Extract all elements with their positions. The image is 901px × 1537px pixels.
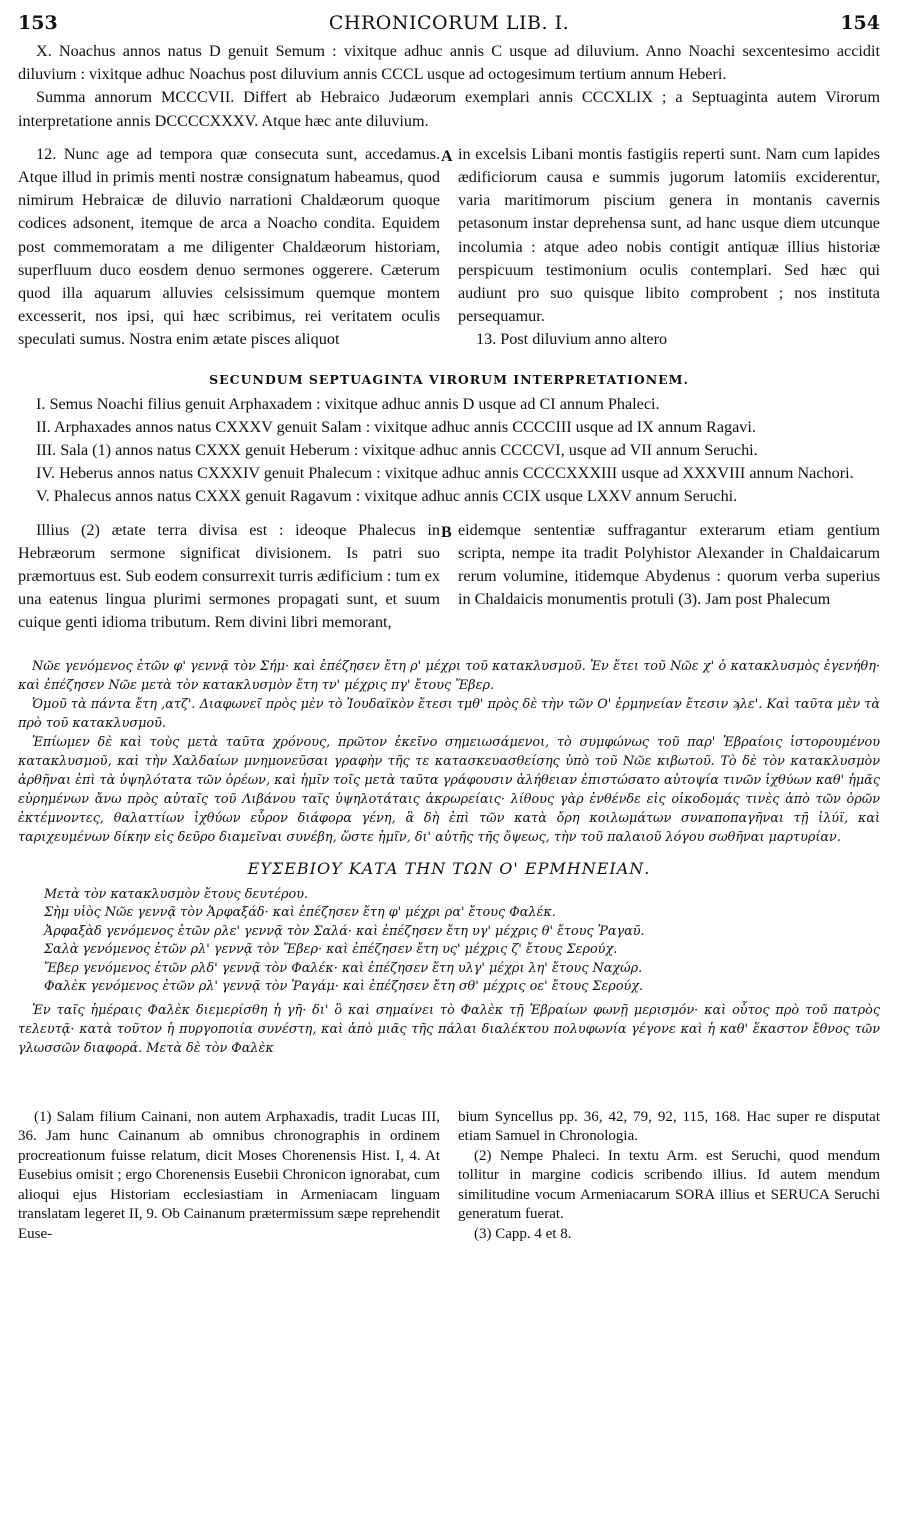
generation-entry: II. Arphaxades annos natus CXXXV genuit Salam : vixitque adhuc annis CCCCIII usque ad IX annum Ragavi. bbox=[36, 417, 756, 436]
paragraph: in excelsis Libani montis fastigiis reperti sunt. Nam cum lapides ædificiorum causa e summis jugorum latomiis exciderentur, varia maritimorum piscium genera in montanis cavernis petasonum instar deprehensa sunt, ad hanc usque diem utcunque incolumia : atque adeo nobis contigit antiquæ illius historiæ perspicuum testimonium oculis contemplari. Sed hæc qui audiunt pro suo quisque libito comprobent ; nos instituta persequamur. bbox=[458, 144, 880, 326]
page-number-right: 154 bbox=[840, 12, 880, 34]
generation-entry: V. Phalecus annos natus CXXX genuit Ragavum : vixitque adhuc annis CCIX usque LXXV annum Seruchi. bbox=[36, 487, 738, 506]
footnotes-left-column bbox=[18, 1108, 440, 1245]
column-marker-b: B bbox=[441, 523, 452, 541]
greek-text-block bbox=[18, 657, 880, 847]
paragraph: Illius (2) ætate terra divisa est : ideoque Phalecus in Hebræorum sermone significat divisionem. Is patri suo præmortuus est. Sub eodem consurrexit turris ædificium : tum ex una eatenus lingua plurimi sermones propagati sunt, et suum cuique genti idioma tributum. Rem divini libri memorant, bbox=[18, 520, 440, 632]
footnote: bium Syncellus pp. 36, 42, 79, 92, 115, 168. Hac super re disputat etiam Samuel in Chronologia. bbox=[458, 1108, 880, 1145]
running-title: CHRONICORUM LIB. I. bbox=[328, 12, 570, 34]
two-column-section-b bbox=[18, 519, 880, 635]
right-column bbox=[458, 519, 880, 635]
greek-list-item: Σὴμ υἱὸς Νῶε γεννᾷ τὸν Ἀρφαξάδ· καὶ ἐπέζησεν ἔτη φ' μέχρι ρα' ἔτους Φαλέκ. bbox=[44, 905, 556, 921]
greek-paragraph: Ἐπίωμεν δὲ καὶ τοὺς μετὰ ταῦτα χρόνους, πρῶτον ἐκεῖνο σημειωσάμενοι, τὸ συμφώνως τοῦ παρ' Ἑβραίοις ἱστορουμένου κατακλυσμοῦ, καὶ τὴν Χαλδαίων μνημονεῦσαι γραφὴν τῆς τε κατασκευασθείσης ὑπὸ τοῦ Νῶε κιβωτοῦ. Τὸ δὲ τὸν κατακλυσμὸν ἀρθῆναι ἐπὶ τὰ ὑψηλότατα τῶν ὀρέων, καὶ ἡμῖν τοῖς μετὰ ταῦτα γράφουσιν ἀλήθειαν ἐπιστώσατο αὐτοψία τινῶν ἰχθύων καθ' ἡμᾶς εὑρημένων ἄνω πρὸς αὐταῖς τοῦ Λιβάνου ταῖς ὑψηλοτάταις ἀκρωρείαις· λίθους γὰρ ἐνθένδε εἰς οἰκοδομάς τινὲς ἀπὸ τῶν ὀρῶν ἐκτέμνοντες, θαλαττίων ἰχθύων εὗρον διάφορα γένη, ἃ δὴ ἐπὶ τῶν κατὰ ὄρη κοιλωμάτων συναποπαγῆναι τῇ ἰλύϊ, καὶ ταριχευμένων δίκην εἰς δεῦρο διαμεῖναι συνέβη, ὥστε ἡμῖν, δι' αὐτῆς τῆς ὄψεως, τὴν τοῦ παλαιοῦ λόγου σωθῆναι μαρτυρίαν. bbox=[18, 734, 880, 845]
footnotes-right-column bbox=[458, 1108, 880, 1245]
footnotes bbox=[18, 1108, 880, 1245]
right-column bbox=[458, 143, 880, 352]
greek-list-item: Ἔβερ γενόμενος ἐτῶν ρλδ' γεννᾷ τὸν Φαλέκ· καὶ ἐπέζησεν ἔτη υλγ' μέχρι λη' ἔτους Ναχώρ. bbox=[44, 960, 643, 976]
paragraph: 12. Nunc age ad tempora quæ consecuta sunt, accedamus. Atque illud in primis menti nostræ consignatum habeamus, quod nimirum Hebraicæ de diluvio narrationi Chaldæorum quoque codices adsonent, itemque de arca a Noacho condita. Equidem post commemoratam a me diligenter Chaldæorum historiam, superfluum duco eosdem denuo sermones oggerere. Cæterum quod illa aquarum alluvies celsissimum quemque montem excesserit, nos ipsi, qui hæc scribimus, rei veritatem oculis speculati sumus. Nostra enim ætate pisces aliquot bbox=[18, 144, 440, 349]
footnote: (2) Nempe Phaleci. In textu Arm. est Seruchi, quod mendum tollitur in margine codicis scribendo illius. Id autem mendum similitudine vocum Armeniacarum SORA illius et SERUCA Seruchi generatum fuerat. bbox=[458, 1147, 880, 1223]
paragraph: eidemque sententiæ suffragantur exterarum etiam gentium scripta, nempe ita tradit Polyhistor Alexander in Chaldaicarum rerum volumine, itidemque Abydenus : quorum verba superius in Chaldaicis monumentis protuli (3). Jam post Phalecum bbox=[458, 520, 880, 609]
paragraph: 13. Post diluvium anno altero bbox=[476, 330, 668, 349]
two-column-section-a bbox=[18, 143, 880, 352]
generation-entry: III. Sala (1) annos natus CXXX genuit Heberum : vixitque adhuc annis CCCCVI, usque ad VII annum Seruchi. bbox=[36, 441, 758, 460]
generation-entry: IV. Heberus annos natus CXXXIV genuit Phalecum : vixitque adhuc annis CCCCXXXIII usque ad XXXVIII annum Nachori. bbox=[36, 464, 854, 483]
greek-paragraph: Ὁμοῦ τὰ πάντα ἔτη ,ατζ'. Διαφωνεῖ πρὸς μὲν τὸ Ἰουδαϊκὸν ἔτεσι τμθ' πρὸς δὲ τὴν τῶν Ο' ἑρμηνείαν ἔτεσιν ϡλε'. Καὶ ταῦτα μὲν τὰ πρὸ τοῦ κατακλυσμοῦ. bbox=[18, 696, 880, 731]
greek-closing-block bbox=[18, 1001, 880, 1058]
intro-paragraph: Summa annorum MCCCVII. Differt ab Hebraico Judæorum exemplari annis CCCXLIX ; a Septuaginta autem Virorum interpretatione annis DCCCCXXXV. Atque hæc ante diluvium. bbox=[18, 88, 880, 130]
greek-generations-list bbox=[44, 886, 880, 997]
footnote: (1) Salam filium Cainani, non autem Arphaxadis, tradit Lucas III, 36. Jam hunc Cainanum ab omnibus chronographis in ordinem procreationum fuisse relatum, dicit Moses Chorenensis Hist. I, 4. At Eusebius omisit ; ergo Chorenensis Eusebii Chronicon ignorabat, cum alioqui ejus Historiam ecclesiastiam in Armeniacam linguam translatam legeret II, 9. Ob Cainanum prætermissum sæpe reprehendit Euse- bbox=[18, 1108, 440, 1242]
footnote: (3) Capp. 4 et 8. bbox=[474, 1225, 572, 1242]
page bbox=[18, 8, 880, 1244]
greek-list-item: Μετὰ τὸν κατακλυσμὸν ἔτους δευτέρου. bbox=[44, 886, 309, 902]
greek-list-item: Φαλὲκ γενόμενος ἐτῶν ρλ' γεννᾷ τὸν Ῥαγάμ· καὶ ἐπέζησεν ἔτη σθ' μέχρις οε' ἔτους Σερούχ. bbox=[44, 979, 644, 995]
column-marker-a: A bbox=[441, 147, 453, 165]
left-column bbox=[18, 519, 440, 635]
page-number-left: 153 bbox=[18, 12, 58, 34]
intro-paragraph: X. Noachus annos natus D genuit Semum : vixitque adhuc annis C usque ad diluvium. Anno Noachi sexcentesimo accidit diluvium : vixitque adhuc Noachus post diluvium annis CCCL usque ad octogesimum tertium annum Heberi. bbox=[18, 42, 880, 84]
intro-block bbox=[18, 40, 880, 133]
greek-paragraph: Ἐν ταῖς ἡμέραις Φαλὲκ διεμερίσθη ἡ γῆ· δι' ὃ καὶ σημαίνει τὸ Φαλὲκ τῇ Ἑβραίων φωνῇ μερισμόν· καὶ οὗτος πρὸ τοῦ πατρὸς τελευτᾷ· κατὰ τοῦτον ἡ πυργοποιία συνέστη, καὶ ἀπὸ μιᾶς τῆς πάλαι διαλέκτου πολυφωνία γέγονε καὶ ἡ καθ' ἕκαστον ἔθνος τῶν γλωσσῶν διαφορά. Μετὰ δὲ τὸν Φαλὲκ bbox=[18, 1002, 880, 1056]
generation-entry: I. Semus Noachi filius genuit Arphaxadem : vixitque adhuc annis D usque ad CI annum Phaleci. bbox=[36, 394, 660, 413]
greek-list-item: Σαλὰ γενόμενος ἐτῶν ρλ' γεννᾷ τὸν Ἔβερ· καὶ ἐπέζησεν ἔτη υς' μέχρις ζ' ἔτους Σερούχ. bbox=[44, 942, 618, 958]
left-column bbox=[18, 143, 440, 352]
greek-list-item: Ἀρφαξὰδ γενόμενος ἐτῶν ρλε' γεννᾷ τὸν Σαλά· καὶ ἐπέζησεν ἔτη υγ' μέχρις θ' ἔτους Ῥαγαῦ. bbox=[44, 923, 645, 939]
greek-section-heading: ΕΥΣΕΒΙΟΥ ΚΑΤΑ ΤΗΝ ΤΩΝ Ο' ΕΡΜΗΝΕΙΑΝ. bbox=[247, 858, 651, 878]
running-head bbox=[18, 8, 880, 38]
section-heading: SECUNDUM SEPTUAGINTA VIRORUM INTERPRETATIONEM. bbox=[209, 371, 689, 387]
greek-paragraph: Νῶε γενόμενος ἐτῶν φ' γεννᾷ τὸν Σήμ· καὶ ἐπέζησεν ἔτη ρ' μέχρι τοῦ κατακλυσμοῦ. Ἐν ἔτει τοῦ Νῶε χ' ὁ κατακλυσμὸς ἐγενήθη· καὶ ἐπέζησεν Νῶε μετὰ τὸν κατακλυσμὸν ἔτη τν' μέχρις πγ' ἔτους Ἔβερ. bbox=[18, 658, 880, 693]
generations-list bbox=[18, 393, 880, 509]
